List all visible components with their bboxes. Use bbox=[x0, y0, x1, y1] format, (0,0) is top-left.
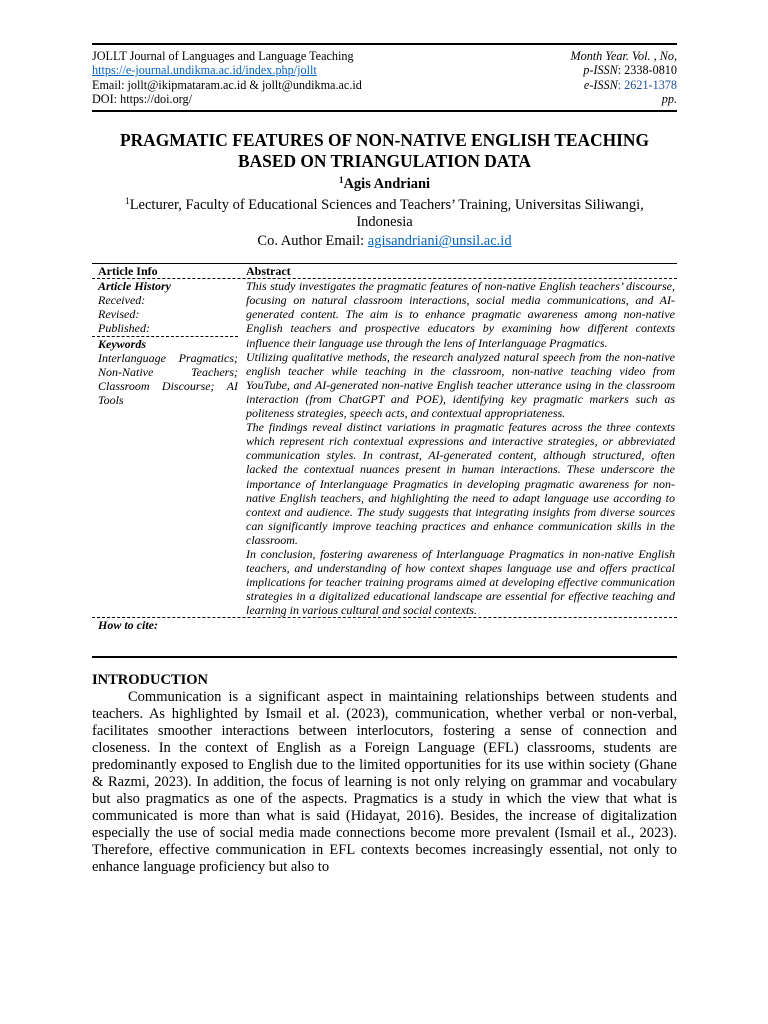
header-top-rule bbox=[92, 43, 677, 45]
received-date: Received: bbox=[98, 293, 146, 308]
running-header bbox=[92, 49, 677, 106]
coauthor-label: Co. Author Email: bbox=[257, 233, 368, 250]
keywords-heading: Keywords bbox=[98, 336, 146, 351]
header-left bbox=[92, 49, 362, 106]
article-info-heading: Article Info bbox=[98, 264, 158, 279]
info-table-body bbox=[92, 279, 677, 617]
article-history-heading: Article History bbox=[98, 279, 171, 294]
abstract-text bbox=[246, 279, 677, 617]
abstract-heading: Abstract bbox=[246, 264, 291, 279]
author-text: Agis Andriani bbox=[343, 176, 431, 193]
keywords-block bbox=[92, 336, 238, 407]
info-table-header bbox=[92, 264, 677, 279]
revised-date: Revised: bbox=[98, 307, 140, 322]
table-bottom-rule bbox=[92, 656, 677, 658]
page-range: pp. bbox=[661, 91, 677, 106]
affiliation bbox=[92, 193, 677, 231]
abstract-paragraph-2: Utilizing qualitative methods, the research analyzed natural speech from the non-native english teacher while teaching in the classroom, non-native teaching video from YouTube, and AI-generated non-native English teacher utterance using in the classroom interaction (from ChatGPT and POE), identifying key pragmatic markers such as politeness strategies, speech acts, and contextual appropriateness. bbox=[246, 349, 675, 421]
abstract-paragraph-1: This study investigates the pragmatic features of non-native English teachers’ discourse, focusing on natural classroom interactions, social media communications, and AI-generated content. The aim is to enhance pragmatic awareness among non-native English teachers and prospective educators by examining how different contexts influence their language use through the lens of Interlanguage Pragmatics. bbox=[246, 279, 675, 350]
abstract-paragraph-4: In conclusion, fostering awareness of Interlanguage Pragmatics in non-native English teachers, and understanding of how context shapes language use and offers practical implications for teacher training programs aimed at developing effective communication strategies in a digitalized educational landscape are essential for effective teaching and learning in various cultural and social contexts. bbox=[246, 546, 675, 618]
paper-page bbox=[92, 43, 677, 875]
coauthor-email-line bbox=[92, 232, 677, 250]
title-line-1: PRAGMATIC FEATURES OF NON-NATIVE ENGLISH TEACHING bbox=[119, 130, 650, 151]
article-info-column bbox=[92, 279, 246, 617]
keywords-list: Interlanguage Pragmatics; Non-Native Teachers; Classroom Discourse; AI Tools bbox=[98, 350, 238, 407]
affiliation-line-1: Lecturer, Faculty of Educational Sciences and Teachers’ Training, Universitas Siliwangi, bbox=[129, 197, 644, 214]
affiliation-line-2: Indonesia bbox=[356, 214, 413, 231]
journal-email: Email: jollt@ikipmataram.ac.id & jollt@undikma.ac.id bbox=[92, 77, 362, 92]
issue-info: Month Year. Vol. , No, bbox=[570, 49, 677, 63]
header-bottom-rule bbox=[92, 110, 677, 112]
published-date: Published: bbox=[98, 321, 150, 336]
paper-title bbox=[92, 130, 677, 172]
introduction-paragraph: Communication is a significant aspect in maintaining relationships between students and teachers. As highlighted by Ismail et al. (2023), communication, whether verbal or non-verbal, facilitates smoother interactions between interlocutors, fostering a sense of connection and closeness. In the context of English as a Foreign Language (EFL) classrooms, students are predominantly exposed to English due to the limited opportunities for its use within society (Ghane & Razmi, 2023). In addition, the focus of learning is not only relying on grammar and vocabulary but also pragmatics as one of the aspects. Pragmatics is a study in which the view that what is communicated is more than what is said (Hidayat, 2016). Besides, the increase of digitalization especially the use of social media made connections become more prevalent (Ismail et al., 2023). Therefore, effective communication in EFL contexts becomes increasingly essential, not only to enhance language proficiency but also to bbox=[92, 689, 677, 875]
introduction-heading: INTRODUCTION bbox=[92, 672, 209, 689]
abstract-paragraph-3: The findings reveal distinct variations in pragmatic features across the three contexts which represent rich contextual expressions and interactive strategies, or abbreviated communication styles. In contrast, AI-generated content, although structured, often lacked the contextual nuances present in human interactions. These underscore the importance of Interlanguage Pragmatics in developing pragmatic awareness for non-native English teachers, and highlighting the need to adapt language use according to context and audience. The study suggests that integrating insights from diverse sources can significantly improve teaching practices and enhance communication skills in the classroom. bbox=[246, 420, 675, 547]
journal-url-link[interactable]: https://e-journal.undikma.ac.id/index.php/jollt bbox=[92, 63, 317, 78]
affiliation-superscript: 1 bbox=[125, 196, 130, 207]
eissn-value: : 2621-1378 bbox=[617, 77, 677, 92]
pissn-label: p-ISSN bbox=[583, 63, 618, 78]
header-right bbox=[570, 49, 677, 106]
title-line-2: BASED ON TRIANGULATION DATA bbox=[238, 151, 531, 172]
how-to-cite: How to cite: bbox=[92, 617, 677, 656]
article-info-table bbox=[92, 263, 677, 658]
pissn-value: : 2338-0810 bbox=[617, 63, 677, 78]
author-name bbox=[92, 172, 677, 193]
journal-name: JOLLT Journal of Languages and Language Teaching bbox=[92, 49, 354, 63]
coauthor-email-link[interactable]: agisandriani@unsil.ac.id bbox=[367, 233, 512, 250]
eissn-label: e-ISSN bbox=[583, 77, 618, 92]
author-superscript: 1 bbox=[338, 175, 344, 186]
journal-doi: DOI: https://doi.org/ bbox=[92, 91, 192, 106]
